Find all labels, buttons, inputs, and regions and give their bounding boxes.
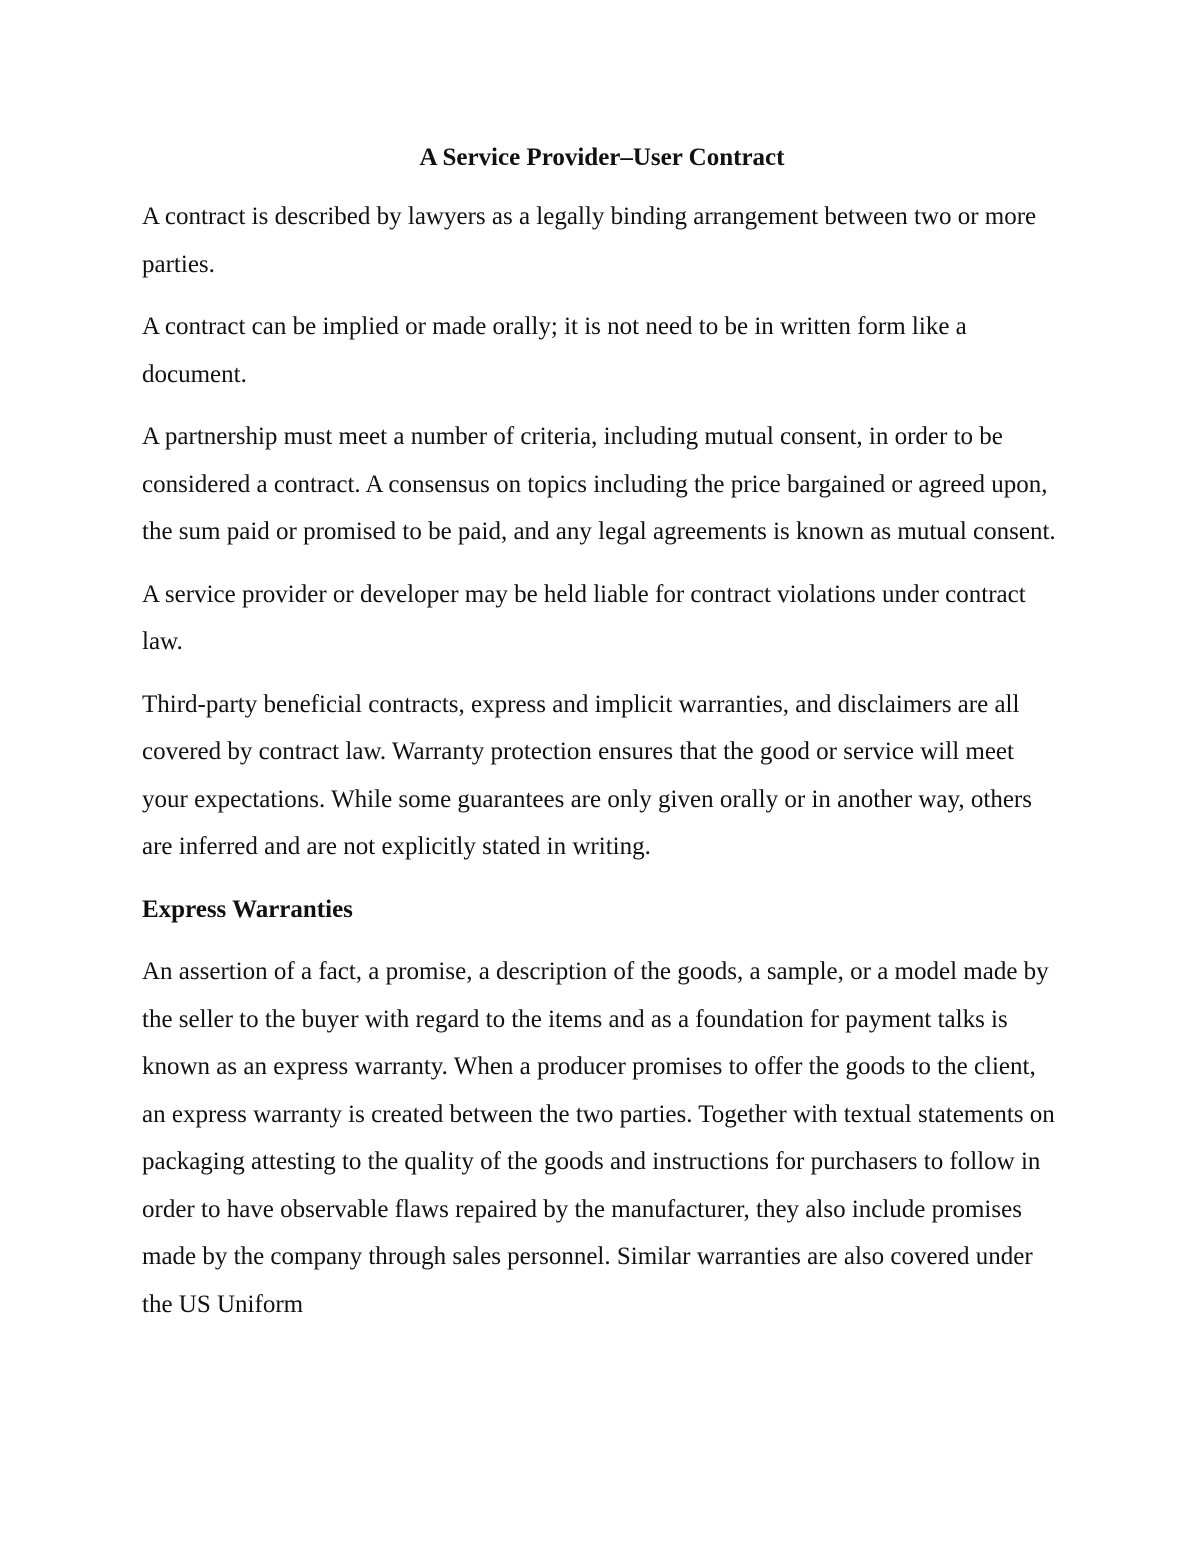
- paragraph-mutual-consent: A partnership must meet a number of criteria, including mutual consent, in order to be considered a contract. A consensus on topics including the price bargained or agreed upon, the sum paid or promised to be paid, and any legal agreements is known as mutual consent.: [142, 423, 1056, 545]
- document-content: [142, 140, 1062, 1343]
- section-heading-express-warranties: Express Warranties: [142, 895, 353, 923]
- paragraph-warranties: Third-party beneficial contracts, express and implicit warranties, and disclaimers are all covered by contract law. Warranty protection ensures that the good or service will meet your expectations. While some guarantees are only given orally or in another way, others are inferred and are not explicitly stated in writing.: [142, 690, 1032, 860]
- paragraph-contract-forms: A contract can be implied or made orally; it is not need to be in written form like a document.: [142, 313, 967, 388]
- paragraph-liability: A service provider or developer may be held liable for contract violations under contract law.: [142, 580, 1026, 655]
- paragraph-express-warranty: An assertion of a fact, a promise, a description of the goods, a sample, or a model made by the seller to the buyer with regard to the items and as a foundation for payment talks is known as an express warranty. When a producer promises to offer the goods to the client, an express warranty is created between the two parties. Together with textual statements on packaging attesting to the quality of the goods and instructions for purchasers to follow in order to have observable flaws repaired by the manufacturer, they also include promises made by the company through sales personnel. Similar warranties are also covered under the US Uniform: [142, 958, 1055, 1318]
- document-title: A Service Provider–User Contract: [419, 144, 785, 171]
- paragraph-contract-definition: A contract is described by lawyers as a legally binding arrangement between two or more parties.: [142, 203, 1037, 278]
